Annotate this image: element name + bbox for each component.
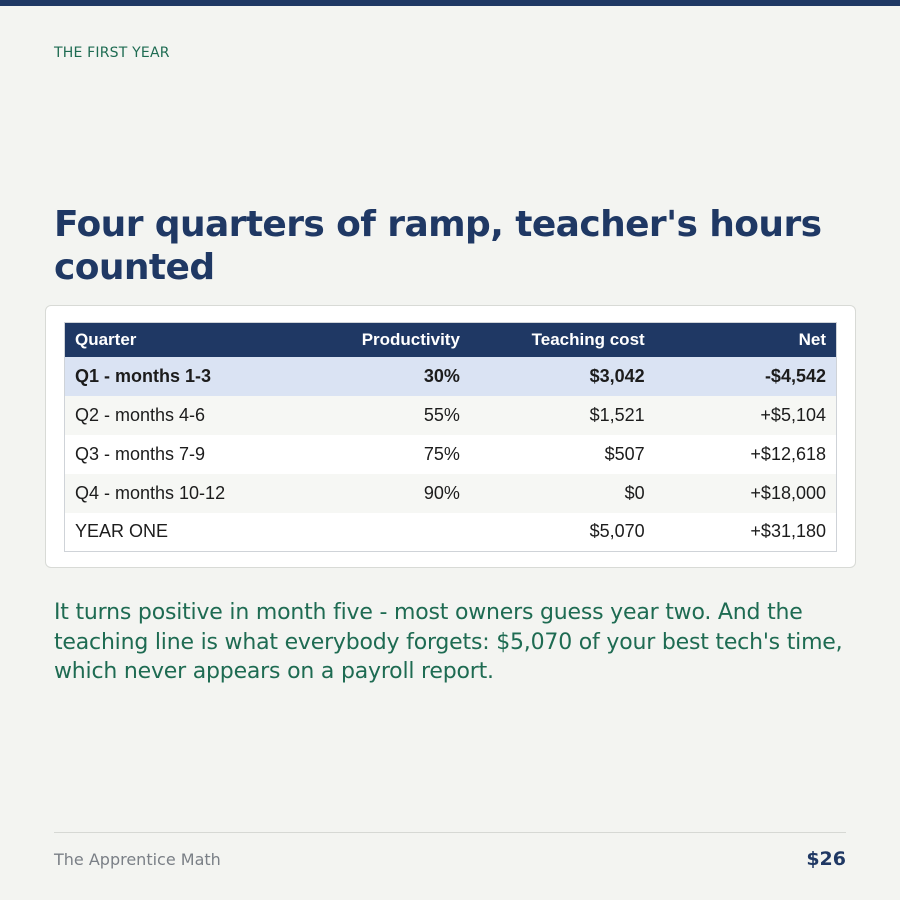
cell-net: +$18,000	[655, 474, 837, 513]
cell-productivity: 90%	[304, 474, 470, 513]
cell-productivity: 75%	[304, 435, 470, 474]
top-accent-bar	[0, 0, 900, 6]
cell-quarter: Q4 - months 10-12	[65, 474, 305, 513]
cell-productivity: 30%	[304, 357, 470, 396]
table-row-total	[65, 513, 837, 552]
cell-quarter: YEAR ONE	[65, 513, 305, 552]
header-productivity: Productivity	[304, 323, 470, 357]
footer-divider	[54, 832, 846, 833]
ramp-table	[64, 322, 837, 552]
header-quarter: Quarter	[65, 323, 305, 357]
cell-teaching-cost: $5,070	[470, 513, 655, 552]
cell-teaching-cost: $1,521	[470, 396, 655, 435]
table-row-q2	[65, 396, 837, 435]
cell-quarter: Q1 - months 1-3	[65, 357, 305, 396]
section-eyebrow: THE FIRST YEAR	[54, 45, 170, 61]
footer-price: $26	[806, 848, 846, 870]
cell-quarter: Q2 - months 4-6	[65, 396, 305, 435]
table-row-q1	[65, 357, 837, 396]
table-card	[45, 305, 856, 568]
table-row-q4	[65, 474, 837, 513]
cell-productivity: 55%	[304, 396, 470, 435]
page-title: Four quarters of ramp, teacher's hours counted	[54, 204, 822, 288]
cell-teaching-cost: $507	[470, 435, 655, 474]
footer-series-title: The Apprentice Math	[54, 850, 221, 869]
cell-net: -$4,542	[655, 357, 837, 396]
cell-net: +$31,180	[655, 513, 837, 552]
cell-teaching-cost: $0	[470, 474, 655, 513]
table-header-row	[65, 323, 837, 357]
cell-productivity	[304, 513, 470, 552]
header-teaching-cost: Teaching cost	[470, 323, 655, 357]
cell-teaching-cost: $3,042	[470, 357, 655, 396]
cell-net: +$5,104	[655, 396, 837, 435]
summary-paragraph: It turns positive in month five - most owners guess year two. And the teaching line is what everybody forgets: $5,070 of your best tech's time, which never appears on a payroll report.	[54, 600, 843, 684]
cell-net: +$12,618	[655, 435, 837, 474]
header-net: Net	[655, 323, 837, 357]
cell-quarter: Q3 - months 7-9	[65, 435, 305, 474]
table-row-q3	[65, 435, 837, 474]
